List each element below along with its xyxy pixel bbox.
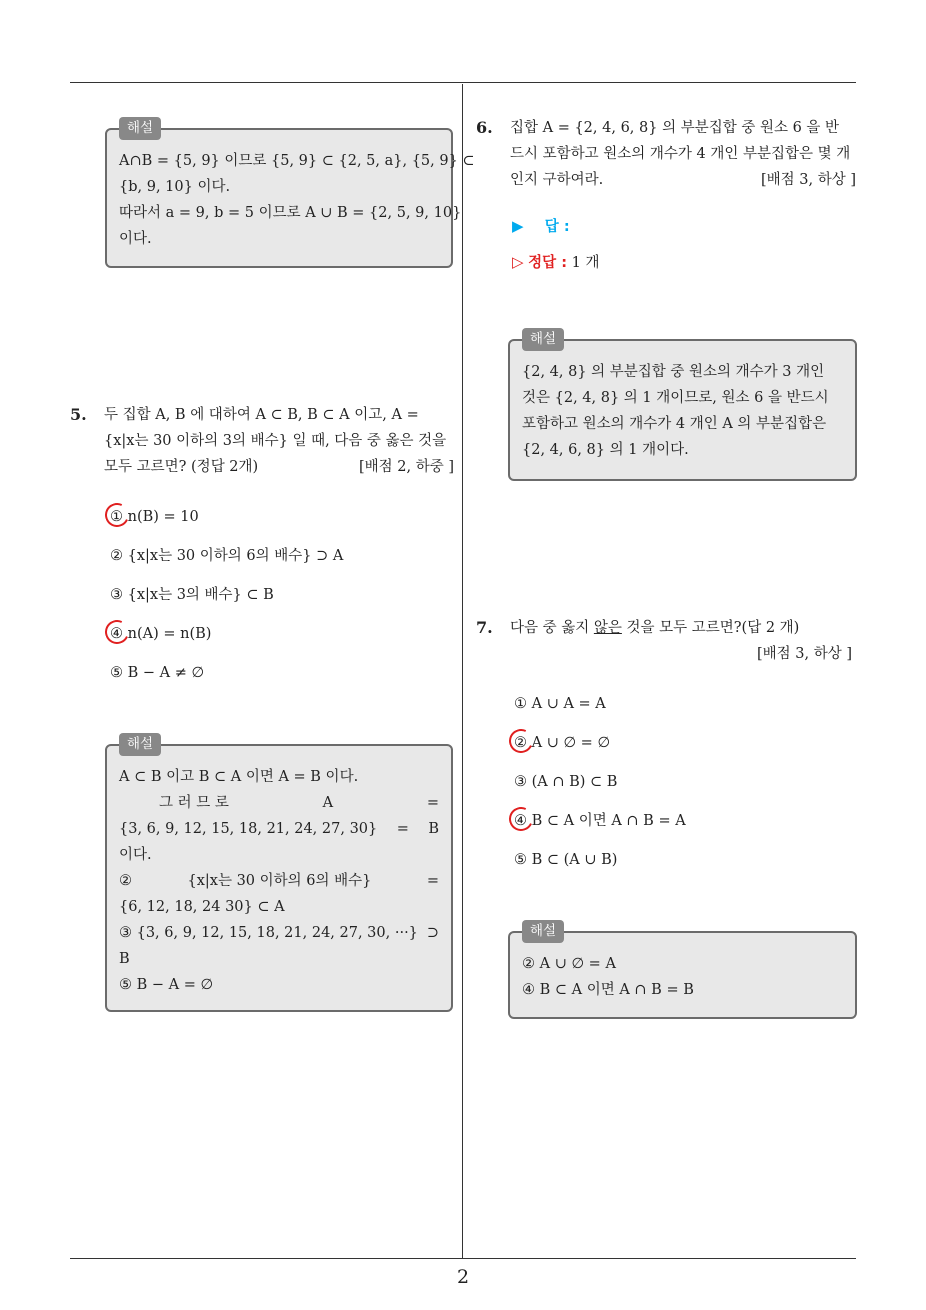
score-tag: [배점 3, 하상 ] (756, 646, 852, 662)
choice-q7-4[interactable]: ④ B ⊂ A 이면 A ∩ B = A (514, 811, 686, 831)
choice-q5-1[interactable]: ① n(B) = 10 (110, 507, 199, 527)
header-rule (70, 82, 856, 83)
question-7 (476, 615, 852, 667)
answer-row (512, 216, 570, 237)
explanation-line: 이다. (119, 231, 152, 247)
play-outline-icon: ▷ (512, 253, 524, 271)
choice-q5-5[interactable]: ⑤ B − A ≠ ∅ (110, 665, 205, 681)
explanation-line: ② {x|x는 30 이하의 6의 배수} = (119, 873, 439, 889)
choice-q5-4[interactable]: ④ n(A) = n(B) (110, 624, 211, 644)
explanation-line: ⑤ B − A = ∅ (119, 977, 214, 993)
correct-answer-label: 정답 : (528, 255, 568, 271)
explanation-line: {2, 4, 8} 의 부분집합 중 원소의 개수가 3 개인 (522, 364, 825, 380)
explanation-box-q5 (105, 736, 453, 1012)
explanation-line: ④ B ⊂ A 이면 A ∩ B = B (522, 982, 694, 998)
explanation-box-q7 (508, 923, 857, 1019)
question-line: 다음 중 옳지 않은 것을 모두 고르면?(답 2 개) (510, 620, 800, 636)
question-number: 5. (70, 405, 87, 424)
question-line (104, 454, 454, 480)
choice-q7-2[interactable]: ② A ∪ ∅ = ∅ (514, 733, 610, 753)
explanation-label: 해설 (119, 733, 161, 756)
explanation-line: A ⊂ B 이고 B ⊂ A 이면 A = B 이다. (119, 769, 359, 785)
answer-label: 답 : (544, 219, 570, 235)
column-divider (462, 84, 463, 1259)
choice-q7-5[interactable]: ⑤ B ⊂ (A ∪ B) (514, 852, 618, 868)
explanation-box-q6 (508, 331, 857, 481)
explanation-line: 그 러 므 로 A = (159, 795, 439, 811)
score-tag: [배점 3, 하상 ] (760, 172, 856, 188)
explanation-line: A∩B = {5, 9} 이므로 {5, 9} ⊂ {2, 5, a}, {5, 9} ⊂ (119, 153, 475, 169)
play-icon: ▶ (512, 217, 524, 235)
selected-mark (102, 617, 133, 648)
selected-mark (506, 804, 537, 835)
footer-rule (70, 1258, 856, 1259)
choice-q5-2[interactable]: ② {x|x는 30 이하의 6의 배수} ⊃ A (110, 548, 344, 564)
explanation-line: 것은 {2, 4, 8} 의 1 개이므로, 원소 6 을 반드시 (522, 390, 829, 406)
explanation-label: 해설 (522, 328, 564, 351)
correct-answer-value: 1 개 (571, 255, 600, 271)
question-line: 집합 A = {2, 4, 6, 8} 의 부분집합 중 원소 6 을 반 (510, 120, 840, 136)
selected-mark (506, 726, 537, 757)
explanation-line: ② A ∪ ∅ = A (522, 956, 616, 972)
underlined-word: 않은 (593, 620, 622, 636)
question-line (510, 641, 852, 667)
score-tag: [배점 2, 하중 ] (358, 459, 454, 475)
question-text: 인지 구하여라. (510, 172, 604, 188)
choice-q7-1[interactable]: ① A ∪ A = A (514, 696, 606, 712)
correct-answer-row (512, 252, 599, 273)
explanation-line: ③ {3, 6, 9, 12, 15, 18, 21, 24, 27, 30, ···} ⊃ (119, 925, 439, 941)
explanation-line: 이다. (119, 847, 152, 863)
question-line (510, 167, 856, 193)
question-5 (70, 402, 454, 480)
question-number: 6. (476, 118, 493, 137)
explanation-line: B (119, 951, 130, 967)
explanation-line: {2, 4, 6, 8} 의 1 개이다. (522, 442, 689, 458)
explanation-label: 해설 (522, 920, 564, 943)
question-line: 두 집합 A, B 에 대하여 A ⊂ B, B ⊂ A 이고, A = (104, 407, 419, 423)
explanation-box-q4 (105, 120, 475, 268)
explanation-label: 해설 (119, 117, 161, 140)
question-number: 7. (476, 618, 493, 637)
question-text: 모두 고르면? (정답 2개) (104, 459, 259, 475)
choice-q5-3[interactable]: ③ {x|x는 3의 배수} ⊂ B (110, 587, 274, 603)
explanation-line: {3, 6, 9, 12, 15, 18, 21, 24, 27, 30} = B (119, 821, 439, 837)
choice-q7-3[interactable]: ③ (A ∩ B) ⊂ B (514, 774, 618, 790)
explanation-line: 포함하고 원소의 개수가 4 개인 A 의 부분집합은 (522, 416, 827, 432)
explanation-line: 따라서 a = 9, b = 5 이므로 A ∪ B = {2, 5, 9, 10} (119, 205, 462, 221)
question-6 (476, 115, 856, 193)
explanation-line: {b, 9, 10} 이다. (119, 179, 231, 195)
page-number: 2 (456, 1266, 470, 1288)
selected-mark (102, 500, 133, 531)
question-line: 드시 포함하고 원소의 개수가 4 개인 부분집합은 몇 개 (510, 146, 851, 162)
explanation-line: {6, 12, 18, 24 30} ⊂ A (119, 899, 285, 915)
question-line: {x|x는 30 이하의 3의 배수} 일 때, 다음 중 옳은 것을 (104, 433, 447, 449)
